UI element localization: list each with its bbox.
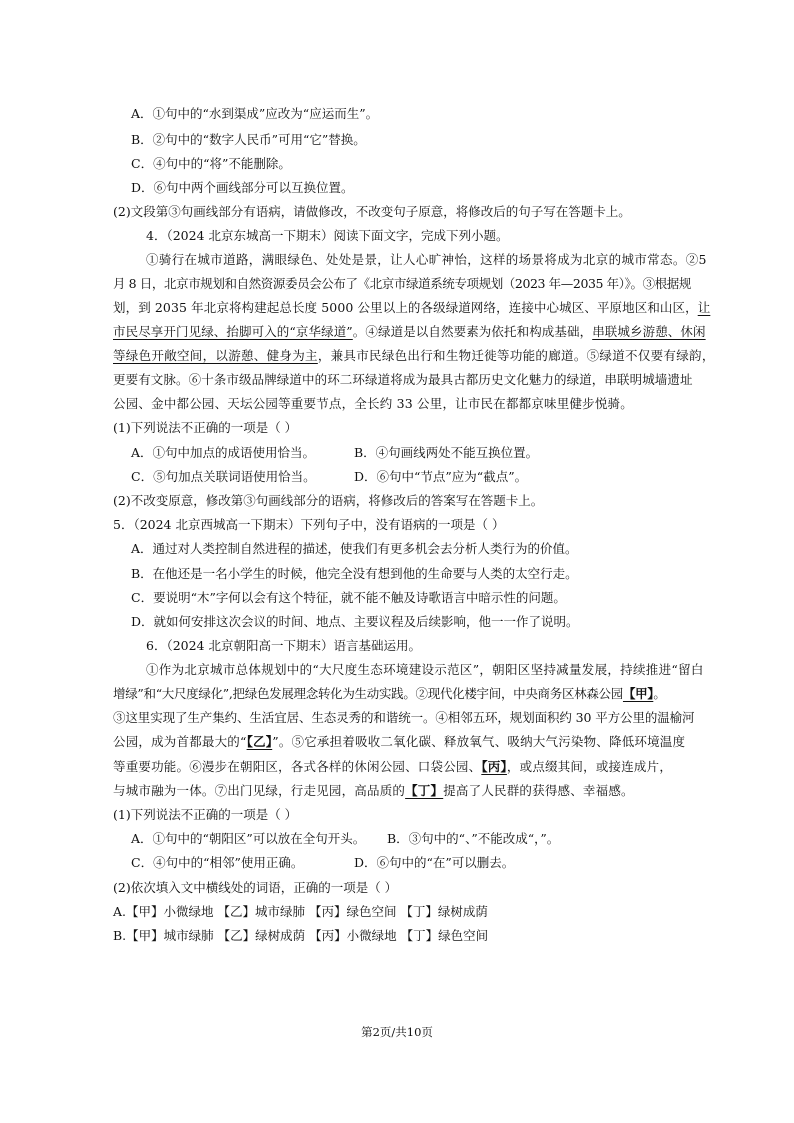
q4-heading: 4．（2024 北京东城高一下期末）阅读下面文字，完成下列小题。 [146,228,509,243]
q6-blank-jia: 【甲】 [622,686,654,701]
q5-heading: 5．（2024 北京西城高一下期末）下列句子中，没有语病的一项是（ ） [113,517,505,532]
q4-option-d: D．⑥句中“节点”应为“截点”。 [354,469,528,484]
q6-passage-text: 提高了人民群的获得感、幸福感。 [443,783,634,798]
q6-option-b: B．③句中的“、”不能改成“，”。 [387,831,560,846]
q3-option-d: D．⑥句中两个画线部分可以互换位置。 [131,180,354,195]
q6-passage-line [113,783,634,799]
q6-blank-bing: 【丙】 [481,759,507,774]
q6-option-c: C．④句中的“相邻”使用正确。 [131,855,304,870]
q4-passage-text: 划，到 2035 年北京将构建起总长度 5000 公里以上的各级绿道网络，连接中心城区、平原地区和山区， [113,300,698,315]
q4-option-b: B．④句画线两处不能互换位置。 [354,445,539,460]
q6-passage-line [113,686,666,702]
q6-passage-text: 等重要功能。⑥漫步在朝阳区，各式各样的休闲公园、口袋公园、 [113,759,482,774]
q6-passage-text: ，或点缀其间，或接连成片， [506,759,673,774]
q6-subquestion-2: (2)依次填入文中横线处的词语，正确的一项是（ ） [113,880,398,895]
q4-underlined-text: 市民尽享开门见绿、抬脚可入的“京华绿道” [113,324,353,339]
q6-passage-text: 增绿”和“大尺度绿化”,把绿色发展理念转化为生动实践。②现代化楼宇间，中央商务区林森公园 [113,686,623,701]
q5-option-c: C．要说明“木”字何以会有这个特征，就不能不触及诗歌语言中暗示性的问题。 [131,590,566,605]
q3-option-a: A．①句中的“水到渠成”应改为“应运而生”。 [131,106,379,121]
q4-subquestion-1: (1)下列说法不正确的一项是（ ） [113,420,298,435]
q6-passage-text: 与城市融为一体。⑦出门见绿，行走见园，高品质的 [113,783,406,798]
q6-passage-line [113,759,672,775]
q3-option-c: C．④句中的“将”不能删除。 [131,156,291,171]
q3-subquestion-2: (2)文段第③句画线部分有语病，请做修改，不改变句子原意，将修改后的句子写在答题卡上。 [113,204,631,219]
q5-option-b: B．在他还是一名小学生的时候，他完全没有想到他的生命要与人类的太空行走。 [131,566,578,581]
q4-passage-line: ①骑行在城市道路，满眼绿色、处处是景，让人心旷神怡，这样的场景将成为北京的城市常态。②5 [146,252,707,267]
q6-blank-ding: 【丁】 [405,783,444,798]
q6-passage-line [113,734,685,750]
q3-option-b: B．②句中的“数字人民币”可用“它”替换。 [131,132,366,147]
q4-passage-line [113,300,710,316]
q6-heading: 6．（2024 北京朝阳高一下期末）语言基础运用。 [146,638,421,653]
q4-underlined-text: 让 [697,300,711,315]
q4-passage-line [113,324,706,340]
q4-underlined-text: 串联城乡游憩、休闲 [592,324,706,339]
q6-option-d: D．⑥句中的“在”可以删去。 [354,855,515,870]
q6-passage-line: ①作为北京城市总体规划中的“大尺度生态环境建设示范区”，朝阳区坚持减量发展，持续推进“留白 [146,662,704,677]
q4-subquestion-2: (2)不改变原意，修改第③句画线部分的语病，将修改后的答案写在答题卡上。 [113,493,544,508]
q4-option-a: A．①句中加点的成语使用恰当。 [131,445,316,460]
q4-passage-line: 公园、金中都公园、天坛公园等重要节点，全长约 33 公里，让市民在都都京味里健步悦骑。 [113,396,633,411]
q4-passage-line: 月 8 日，北京市规划和自然资源委员会公布了《北京市绿道系统专项规划（2023 年—2035 年）》。③根据规 [113,276,691,291]
page-number-footer: 第2页/共10页 [361,1025,433,1039]
q4-passage-text: 。④绿道是以自然要素为依托和构成基础， [352,324,593,339]
q5-option-a: A．通过对人类控制自然进程的描述，使我们有更多机会去分析人类行为的价值。 [131,541,578,556]
q6-passage-text: 。 [653,686,666,701]
q4-passage-line [113,348,715,364]
q5-option-d: D．就如何安排这次会议的时间、地点、主要议程及后续影响，他一一作了说明。 [131,614,579,629]
q6-blank-yi: 【乙】 [246,734,273,749]
q4-option-c: C．⑤句加点关联词语使用恰当。 [131,469,316,484]
q6-answer-b: B.【甲】城市绿肺 【乙】绿树成荫 【丙】小微绿地 【丁】绿色空间 [113,928,489,943]
q6-option-a: A．①句中的“朝阳区”可以放在全句开头。 [131,831,366,846]
q6-answer-a: A.【甲】小微绿地 【乙】城市绿肺 【丙】绿色空间 【丁】绿树成荫 [113,904,488,919]
q4-passage-line: 更要有文脉。⑥十条市级品牌绿道中的环二环绿道将成为最具古都历史文化魅力的绿道，串联明城墙遗址 [113,372,693,387]
q4-passage-text: ，兼具市民绿色出行和生物迁徙等功能的廊道。⑤绿道不仅要有绿韵， [317,348,715,363]
q6-subquestion-1: (1)下列说法不正确的一项是（ ） [113,807,298,822]
q6-passage-line: ③这里实现了生产集约、生活宜居、生态灵秀的和谐统一。④相邻五环，规划面积约 30 平方公里的温榆河 [113,710,695,725]
q6-passage-text: 公园，成为首都最大的“ [113,734,247,749]
q4-underlined-text: 等绿色开敞空间，以游憩、健身为主 [113,348,318,363]
q6-passage-text: ”。⑤它承担着吸收二氧化碳、释放氧气、吸纳大气污染物、降低环境温度 [272,734,686,749]
